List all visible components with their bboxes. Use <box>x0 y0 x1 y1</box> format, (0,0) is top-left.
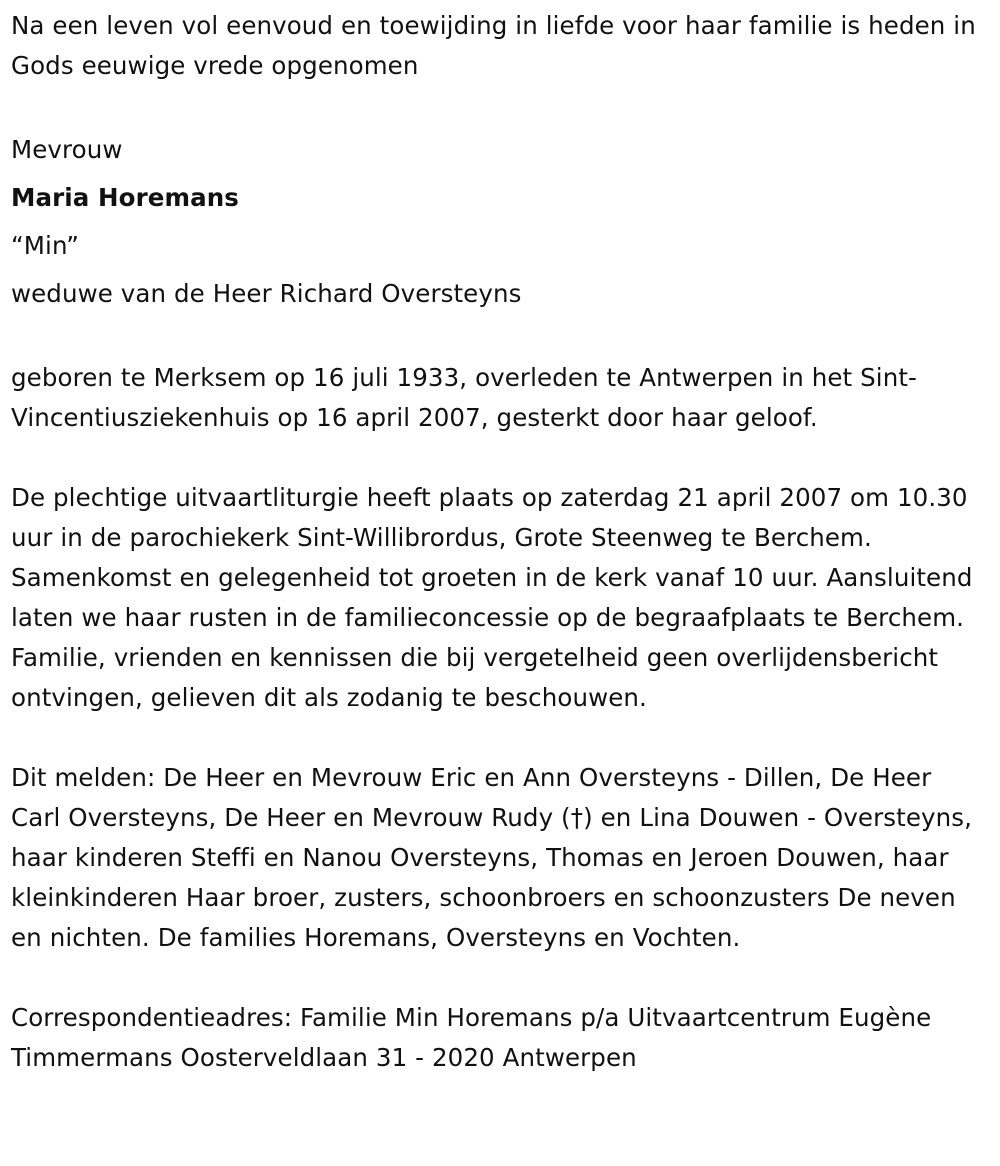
cross-icon: † <box>570 803 584 832</box>
correspondence-address: Correspondentieadres: Familie Min Horemans p/a Uitvaartcentrum Eugène Timmermans Oosterveldlaan 31 - 2020 Antwerpen <box>11 1003 932 1072</box>
spacer <box>11 958 988 998</box>
spacer <box>11 718 988 758</box>
relation-line: weduwe van de Heer Richard Oversteyns <box>11 279 522 308</box>
spacer <box>11 438 988 478</box>
announcement-part-1: Dit melden: De Heer en Mevrouw Eric en Ann Oversteyns - Dillen, De Heer Carl Oversteyns, De Heer en Mevrouw Rudy ( <box>11 763 932 832</box>
honorific: Mevrouw <box>11 135 123 164</box>
announcement-text <box>11 758 988 958</box>
deceased-name: Maria Horemans <box>11 183 239 212</box>
birth-death-text: geboren te Merksem op 16 juli 1933, overleden te Antwerpen in het Sint-Vincentiusziekenhuis op 16 april 2007, gesterkt door haar geloof. <box>11 363 917 432</box>
intro-text: Na een leven vol eenvoud en toewijding in liefde voor haar familie is heden in Gods eeuwige vrede opgenomen <box>11 11 976 80</box>
funeral-details: De plechtige uitvaartliturgie heeft plaats op zaterdag 21 april 2007 om 10.30 uur in de parochiekerk Sint-Willibrordus, Grote Steenweg te Berchem. Samenkomst en gelegenheid tot groeten in de kerk vanaf 10 uur. Aansluitend laten we haar rusten in de familieconcessie op de begraafplaats te Berchem. Familie, vrienden en kennissen die bij vergetelheid geen overlijdensbericht ontvingen, gelieven dit als zodanig te beschouwen. <box>11 483 973 712</box>
spacer <box>11 318 988 358</box>
announcement-part-2: ) en Lina Douwen - Oversteyns, haar kinderen Steffi en Nanou Oversteyns, Thomas en Jeroen Douwen, haar kleinkinderen Haar broer, zusters, schoonbroers en schoonzusters De neven en nichten. De families Horemans, Oversteyns en Vochten. <box>11 803 972 952</box>
nickname: “Min” <box>11 231 80 260</box>
spacer <box>11 86 988 126</box>
